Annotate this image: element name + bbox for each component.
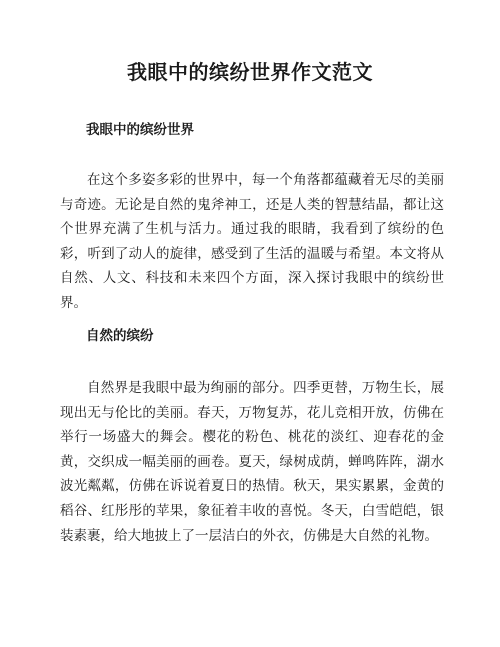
- section-heading-intro: 我眼中的缤纷世界: [86, 122, 194, 138]
- paragraph-nature: 自然界是我眼中最为绚丽的部分。四季更替，万物生长，展现出无与伦比的美丽。春天，万物复苏，花儿竞相开放，仿佛在举行一场盛大的舞会。樱花的粉色、桃花的淡红、迎春花的金黄，交织成一幅美丽的画卷。夏天，绿树成荫，蝉鸣阵阵，湖水波光粼粼，仿佛在诉说着夏日的热情。秋天，果实累累，金黄的稻谷、红彤彤的苹果，象征着丰收的喜悦。冬天，白雪皑皑，银装素裹，给大地披上了一层洁白的外衣，仿佛是大自然的礼物。: [60, 380, 444, 544]
- page-title: 我眼中的缤纷世界作文范文: [127, 60, 373, 84]
- paragraph-intro: 在这个多姿多彩的世界中，每一个角落都蕴藏着无尽的美丽与奇迹。无论是自然的鬼斧神工，还是人类的智慧结晶，都让这个世界充满了生机与活力。通过我的眼睛，我看到了缤纷的色彩，听到了动人的旋律，感受到了生活的温暖与希望。本文将从自然、人文、科技和未来四个方面，深入探讨我眼中的缤纷世界。: [60, 172, 444, 311]
- section-heading-nature: 自然的缤纷: [86, 328, 154, 344]
